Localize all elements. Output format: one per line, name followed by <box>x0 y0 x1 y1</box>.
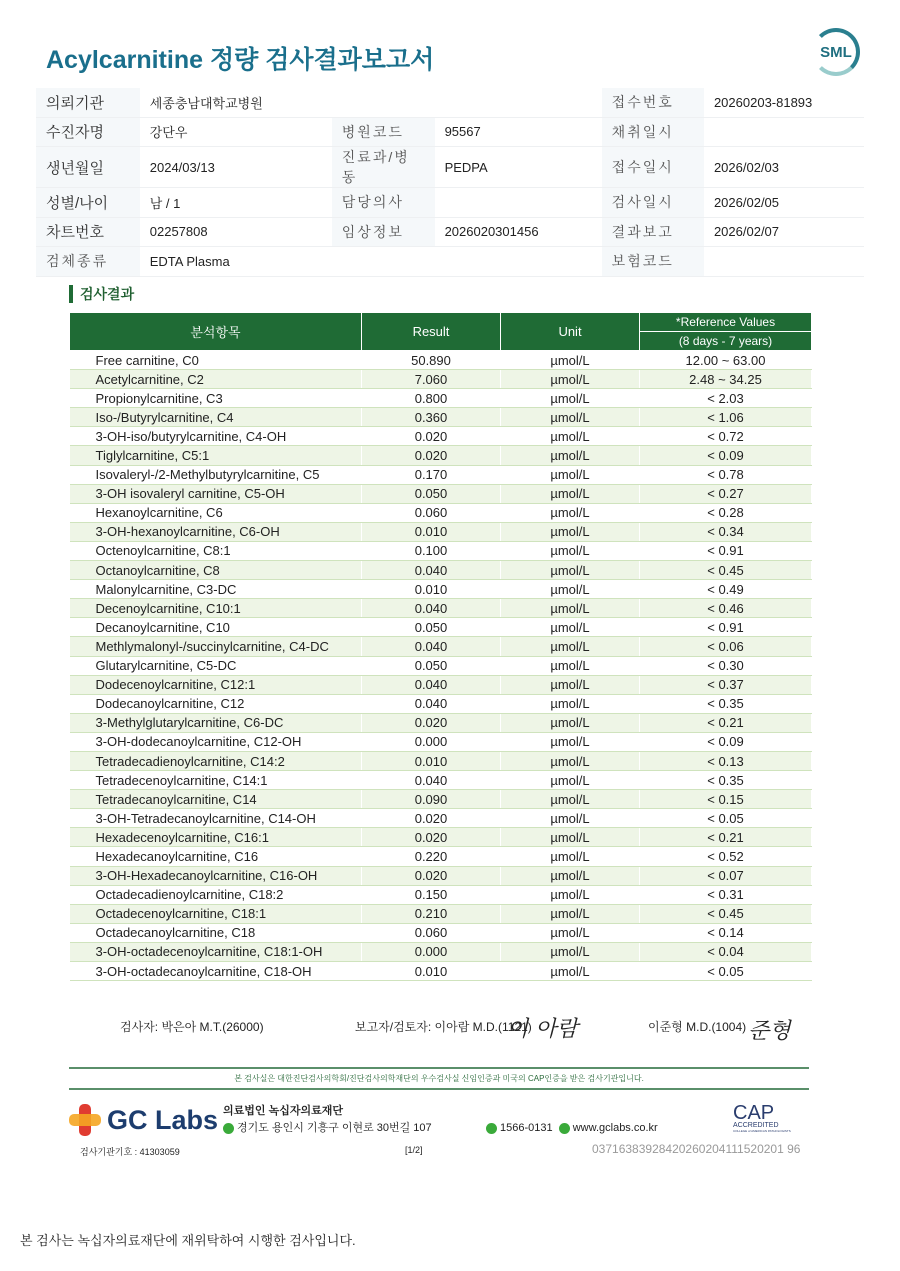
divider <box>69 1088 809 1090</box>
reference-cell: < 0.09 <box>640 732 812 751</box>
accreditation-notice: 본 검사실은 대한진단검사의학회/진단검사의학재단의 우수검사실 신임인증과 미국의 CAP인증을 받은 검사기관입니다. <box>234 1074 644 1083</box>
reference-cell: < 0.91 <box>640 618 812 637</box>
result-cell: 0.100 <box>362 541 501 560</box>
unit-cell: µmol/L <box>501 828 640 847</box>
reference-cell: < 0.35 <box>640 694 812 713</box>
result-cell: 0.040 <box>362 771 501 790</box>
result-cell: 0.020 <box>362 866 501 885</box>
reference-cell: < 0.45 <box>640 561 812 580</box>
analyte-cell: Octadecanoylcarnitine, C18 <box>70 923 362 942</box>
reference-cell: 12.00 ~ 63.00 <box>640 351 812 370</box>
reference-cell: < 0.35 <box>640 771 812 790</box>
info-value: EDTA Plasma <box>140 247 602 277</box>
reporter-signature: 이 아람 <box>507 1017 578 1042</box>
report-title: Acylcarnitine 정량 검사결과보고서 <box>46 46 435 74</box>
result-cell: 0.010 <box>362 580 501 599</box>
unit-cell: µmol/L <box>501 732 640 751</box>
info-label: 생년월일 <box>36 147 140 188</box>
result-cell: 0.010 <box>362 962 501 981</box>
analyte-cell: 3-OH-octadecanoylcarnitine, C18-OH <box>70 962 362 981</box>
result-cell: 0.000 <box>362 732 501 751</box>
analyte-cell: Hexadecenoylcarnitine, C16:1 <box>70 828 362 847</box>
result-row <box>70 713 812 732</box>
info-value: 남 / 1 <box>140 188 332 218</box>
analyte-cell: Acetylcarnitine, C2 <box>70 370 362 389</box>
unit-cell: µmol/L <box>501 446 640 465</box>
analyte-cell: Malonylcarnitine, C3-DC <box>70 580 362 599</box>
reference-cell: < 1.06 <box>640 408 812 427</box>
result-row <box>70 904 812 923</box>
unit-cell: µmol/L <box>501 771 640 790</box>
result-cell: 0.060 <box>362 503 501 522</box>
unit-cell: µmol/L <box>501 389 640 408</box>
info-label: 접수번호 <box>602 88 704 117</box>
result-row <box>70 923 812 942</box>
reference-cell: < 0.09 <box>640 446 812 465</box>
reference-cell: < 0.27 <box>640 484 812 503</box>
reference-cell: < 0.06 <box>640 637 812 656</box>
unit-cell: µmol/L <box>501 561 640 580</box>
unit-cell: µmol/L <box>501 541 640 560</box>
result-cell: 0.010 <box>362 522 501 541</box>
info-value: 2026/02/03 <box>704 147 864 188</box>
phone: 1566-0131 <box>500 1122 553 1134</box>
info-value: 2026/02/05 <box>704 188 864 218</box>
result-cell: 0.220 <box>362 847 501 866</box>
result-cell: 0.360 <box>362 408 501 427</box>
reference-cell: < 0.34 <box>640 522 812 541</box>
result-cell: 7.060 <box>362 370 501 389</box>
reference-cell: < 2.03 <box>640 389 812 408</box>
info-value: 2026020301456 <box>435 217 602 247</box>
info-value <box>704 117 864 147</box>
analyte-cell: Methlymalonyl-/succinylcarnitine, C4-DC <box>70 637 362 656</box>
result-row <box>70 389 812 408</box>
result-cell: 0.060 <box>362 923 501 942</box>
unit-cell: µmol/L <box>501 580 640 599</box>
result-row <box>70 503 812 522</box>
info-label: 결과보고 <box>602 217 704 247</box>
home-icon <box>559 1123 570 1134</box>
reference-cell: < 0.37 <box>640 675 812 694</box>
result-row <box>70 446 812 465</box>
result-cell: 0.170 <box>362 465 501 484</box>
result-cell: 0.020 <box>362 809 501 828</box>
unit-cell: µmol/L <box>501 370 640 389</box>
analyte-cell: Dodecenoylcarnitine, C12:1 <box>70 675 362 694</box>
info-value <box>435 188 602 218</box>
result-row <box>70 656 812 675</box>
result-row <box>70 866 812 885</box>
unit-cell: µmol/L <box>501 885 640 904</box>
result-row <box>70 809 812 828</box>
result-cell: 0.020 <box>362 828 501 847</box>
analyte-cell: Tetradecanoylcarnitine, C14 <box>70 790 362 809</box>
header-item: 분석항목 <box>70 313 362 351</box>
header-reference-age: (8 days - 7 years) <box>640 332 812 351</box>
barcode-number: 03716383928420260204111520201 96 <box>592 1142 801 1156</box>
unit-cell: µmol/L <box>501 923 640 942</box>
gc-labs-logo: GC Labs 의료법인 녹십자의료재단 경기도 용인시 기흥구 이현로 30번길 107 <box>69 1103 432 1137</box>
unit-cell: µmol/L <box>501 675 640 694</box>
website: www.gclabs.co.kr <box>572 1122 658 1134</box>
result-cell: 0.800 <box>362 389 501 408</box>
result-row <box>70 962 812 981</box>
info-value <box>704 247 864 277</box>
result-cell: 0.040 <box>362 561 501 580</box>
unit-cell: µmol/L <box>501 618 640 637</box>
unit-cell: µmol/L <box>501 847 640 866</box>
result-cell: 0.020 <box>362 427 501 446</box>
reference-cell: < 0.72 <box>640 427 812 446</box>
info-value: PEDPA <box>435 147 602 188</box>
unit-cell: µmol/L <box>501 809 640 828</box>
bottom-note: 본 검사는 녹십자의료재단에 재위탁하여 시행한 검사입니다. <box>20 1233 356 1248</box>
analyte-cell: Tiglylcarnitine, C5:1 <box>70 446 362 465</box>
result-row <box>70 484 812 503</box>
director: 이준형 M.D.(1004) <box>648 1020 747 1034</box>
analyte-cell: Decenoylcarnitine, C10:1 <box>70 599 362 618</box>
patient-info-table <box>36 88 864 277</box>
analyte-cell: Octenoylcarnitine, C8:1 <box>70 541 362 560</box>
result-row <box>70 370 812 389</box>
result-cell: 0.040 <box>362 637 501 656</box>
info-label: 차트번호 <box>36 217 140 247</box>
unit-cell: µmol/L <box>501 637 640 656</box>
info-label: 의뢰기관 <box>36 88 140 117</box>
reference-cell: < 0.30 <box>640 656 812 675</box>
result-row <box>70 828 812 847</box>
unit-cell: µmol/L <box>501 942 640 961</box>
section-title: 검사결과 <box>69 285 134 303</box>
unit-cell: µmol/L <box>501 351 640 370</box>
analyte-cell: Propionylcarnitine, C3 <box>70 389 362 408</box>
reference-cell: < 0.78 <box>640 465 812 484</box>
unit-cell: µmol/L <box>501 599 640 618</box>
result-row <box>70 771 812 790</box>
analyte-cell: Hexanoylcarnitine, C6 <box>70 503 362 522</box>
gc-cross-icon <box>69 1104 101 1136</box>
page-number: [1/2] <box>405 1145 423 1155</box>
info-label: 채취일시 <box>602 117 704 147</box>
analyte-cell: Octadecenoylcarnitine, C18:1 <box>70 904 362 923</box>
unit-cell: µmol/L <box>501 522 640 541</box>
result-row <box>70 847 812 866</box>
unit-cell: µmol/L <box>501 484 640 503</box>
info-label: 성별/나이 <box>36 188 140 218</box>
analyte-cell: 3-OH-hexanoylcarnitine, C6-OH <box>70 522 362 541</box>
analyte-cell: 3-OH-Tetradecanoylcarnitine, C14-OH <box>70 809 362 828</box>
unit-cell: µmol/L <box>501 656 640 675</box>
results-table <box>69 312 812 981</box>
reporter: 보고자/검토자: 이아람 M.D.(1121) <box>355 1020 532 1034</box>
location-icon <box>223 1123 234 1134</box>
result-row <box>70 465 812 484</box>
analyte-cell: Iso-/Butyrylcarnitine, C4 <box>70 408 362 427</box>
analyte-cell: Octadecadienoylcarnitine, C18:2 <box>70 885 362 904</box>
reference-cell: < 0.21 <box>640 828 812 847</box>
result-row <box>70 885 812 904</box>
unit-cell: µmol/L <box>501 713 640 732</box>
unit-cell: µmol/L <box>501 465 640 484</box>
result-row <box>70 637 812 656</box>
analyte-cell: Tetradecenoylcarnitine, C14:1 <box>70 771 362 790</box>
result-row <box>70 541 812 560</box>
result-row <box>70 732 812 751</box>
unit-cell: µmol/L <box>501 866 640 885</box>
result-cell: 0.040 <box>362 694 501 713</box>
unit-cell: µmol/L <box>501 790 640 809</box>
header-result: Result <box>362 313 501 351</box>
info-label: 병원코드 <box>332 117 435 147</box>
reference-cell: < 0.04 <box>640 942 812 961</box>
institution-number: 검사기관기호 : 41303059 <box>80 1147 180 1157</box>
result-row <box>70 618 812 637</box>
reference-cell: < 0.52 <box>640 847 812 866</box>
analyte-cell: Octanoylcarnitine, C8 <box>70 561 362 580</box>
info-value: 02257808 <box>140 217 332 247</box>
analyte-cell: Isovaleryl-/2-Methylbutyrylcarnitine, C5 <box>70 465 362 484</box>
sml-logo: SML <box>812 28 860 76</box>
unit-cell: µmol/L <box>501 694 640 713</box>
director-signature: 준형 <box>748 1019 791 1044</box>
analyte-cell: Glutarylcarnitine, C5-DC <box>70 656 362 675</box>
divider <box>69 1067 809 1069</box>
info-value: 세종충남대학교병원 <box>140 88 602 117</box>
result-cell: 0.020 <box>362 446 501 465</box>
reference-cell: < 0.07 <box>640 866 812 885</box>
analyte-cell: 3-OH-octadecenoylcarnitine, C18:1-OH <box>70 942 362 961</box>
reference-cell: < 0.21 <box>640 713 812 732</box>
result-row <box>70 522 812 541</box>
reference-cell: < 0.91 <box>640 541 812 560</box>
result-cell: 0.020 <box>362 713 501 732</box>
result-row <box>70 675 812 694</box>
info-value: 2026/02/07 <box>704 217 864 247</box>
result-cell: 0.000 <box>362 942 501 961</box>
result-cell: 0.010 <box>362 751 501 770</box>
unit-cell: µmol/L <box>501 503 640 522</box>
address: 경기도 용인시 기흥구 이현로 30번길 107 <box>237 1122 432 1134</box>
result-cell: 0.150 <box>362 885 501 904</box>
info-label: 진료과/병동 <box>332 147 435 188</box>
info-value: 강단우 <box>140 117 332 147</box>
info-label: 검체종류 <box>36 247 140 277</box>
unit-cell: µmol/L <box>501 427 640 446</box>
reference-cell: < 0.49 <box>640 580 812 599</box>
info-value: 95567 <box>435 117 602 147</box>
tester: 검사자: 박은아 M.T.(26000) <box>120 1020 264 1034</box>
analyte-cell: Tetradecadienoylcarnitine, C14:2 <box>70 751 362 770</box>
reference-cell: < 0.05 <box>640 809 812 828</box>
analyte-cell: 3-OH-Hexadecanoylcarnitine, C16-OH <box>70 866 362 885</box>
info-label: 임상정보 <box>332 217 435 247</box>
result-row <box>70 580 812 599</box>
unit-cell: µmol/L <box>501 408 640 427</box>
unit-cell: µmol/L <box>501 962 640 981</box>
result-cell: 0.050 <box>362 656 501 675</box>
result-row <box>70 408 812 427</box>
result-cell: 0.050 <box>362 484 501 503</box>
result-row <box>70 751 812 770</box>
analyte-cell: Hexadecanoylcarnitine, C16 <box>70 847 362 866</box>
header-reference: *Reference Values <box>640 313 812 332</box>
info-value: 2024/03/13 <box>140 147 332 188</box>
reference-cell: < 0.28 <box>640 503 812 522</box>
result-cell: 0.040 <box>362 675 501 694</box>
reference-cell: < 0.46 <box>640 599 812 618</box>
result-row <box>70 694 812 713</box>
result-cell: 0.040 <box>362 599 501 618</box>
analyte-cell: 3-OH-iso/butyrylcarnitine, C4-OH <box>70 427 362 446</box>
info-label: 담당의사 <box>332 188 435 218</box>
result-row <box>70 351 812 370</box>
reference-cell: < 0.31 <box>640 885 812 904</box>
analyte-cell: Free carnitine, C0 <box>70 351 362 370</box>
result-row <box>70 790 812 809</box>
header-unit: Unit <box>501 313 640 351</box>
result-cell: 0.050 <box>362 618 501 637</box>
reference-cell: 2.48 ~ 34.25 <box>640 370 812 389</box>
result-cell: 50.890 <box>362 351 501 370</box>
reference-cell: < 0.13 <box>640 751 812 770</box>
info-value: 20260203-81893 <box>704 88 864 117</box>
analyte-cell: Dodecanoylcarnitine, C12 <box>70 694 362 713</box>
reference-cell: < 0.05 <box>640 962 812 981</box>
cap-logo: CAP ACCREDITED COLLEGE of AMERICAN PATHOLOGISTS <box>733 1102 791 1133</box>
analyte-cell: Decanoylcarnitine, C10 <box>70 618 362 637</box>
analyte-cell: 3-Methylglutarylcarnitine, C6-DC <box>70 713 362 732</box>
analyte-cell: 3-OH-dodecanoylcarnitine, C12-OH <box>70 732 362 751</box>
phone-icon <box>486 1123 497 1134</box>
result-row <box>70 561 812 580</box>
result-cell: 0.210 <box>362 904 501 923</box>
result-cell: 0.090 <box>362 790 501 809</box>
result-row <box>70 599 812 618</box>
unit-cell: µmol/L <box>501 751 640 770</box>
result-row <box>70 942 812 961</box>
org-name: 의료법인 녹십자의료재단 <box>223 1105 343 1117</box>
info-label: 접수일시 <box>602 147 704 188</box>
info-label: 검사일시 <box>602 188 704 218</box>
analyte-cell: 3-OH isovaleryl carnitine, C5-OH <box>70 484 362 503</box>
unit-cell: µmol/L <box>501 904 640 923</box>
result-row <box>70 427 812 446</box>
reference-cell: < 0.45 <box>640 904 812 923</box>
info-label: 수진자명 <box>36 117 140 147</box>
reference-cell: < 0.15 <box>640 790 812 809</box>
info-label: 보험코드 <box>602 247 704 277</box>
reference-cell: < 0.14 <box>640 923 812 942</box>
